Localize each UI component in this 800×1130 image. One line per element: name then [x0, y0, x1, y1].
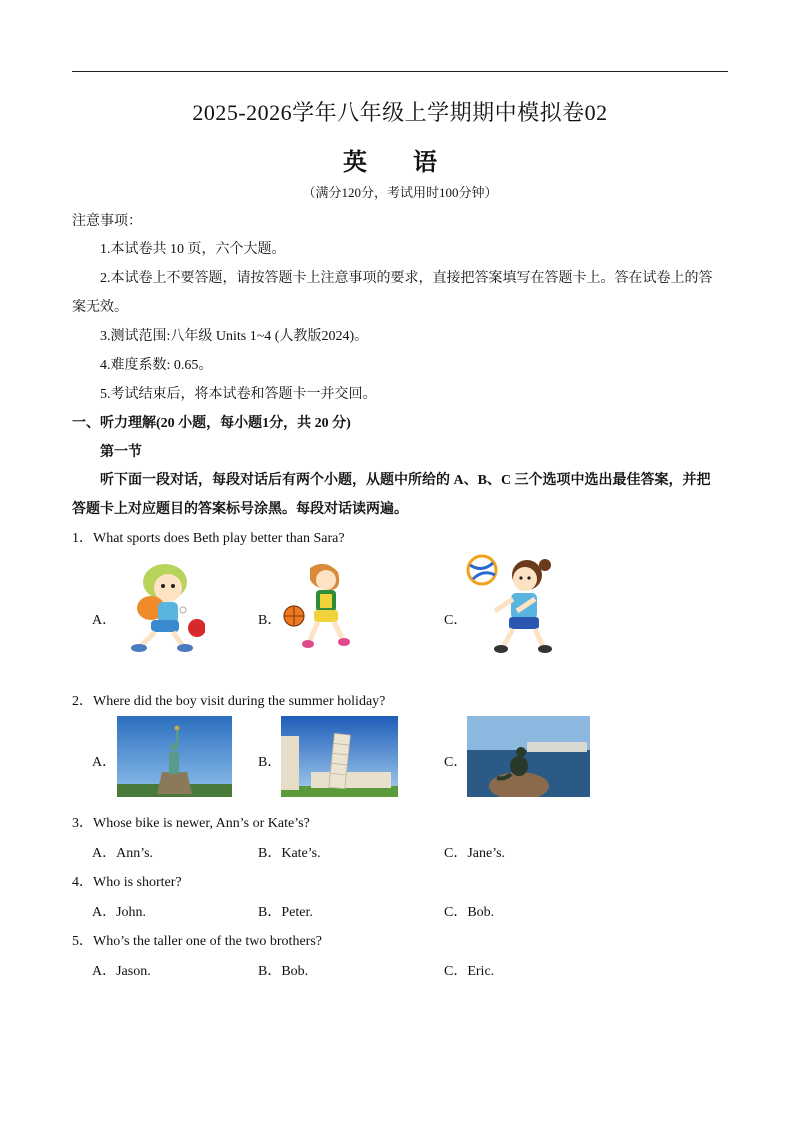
note-item: 案无效。: [72, 300, 128, 315]
question-text: 1．What sports does Beth play better than Sara?: [72, 531, 345, 546]
note-item: 1.本试卷共 10 页，六个大题。: [100, 242, 286, 257]
option-label[interactable]: A．: [92, 755, 117, 770]
section-heading: 一、听力理解(20 小题，每小题1分，共 20 分): [72, 416, 351, 431]
basketball-girl-image: [280, 560, 360, 654]
option-label[interactable]: B．: [258, 755, 282, 770]
part-heading: 第一节: [100, 445, 142, 460]
leaning-tower-of-pisa-image: [281, 716, 398, 797]
question-text: 3．Whose bike is newer, Ann’s or Kate’s?: [72, 816, 310, 831]
option-label[interactable]: A．Ann’s.: [92, 846, 154, 861]
page-title: 2025-2026学年八年级上学期期中模拟卷02: [192, 100, 608, 125]
instruction-line: 答题卡上对应题目的答案标号涂黑。每段对话读两遍。: [72, 502, 408, 517]
statue-of-liberty-image: [117, 716, 232, 797]
option-label[interactable]: C．Bob.: [444, 905, 495, 920]
option-label[interactable]: C．Jane’s.: [444, 846, 506, 861]
question-text: 4．Who is shorter?: [72, 875, 182, 890]
option-label[interactable]: C．Eric.: [444, 964, 495, 979]
option-label[interactable]: A．: [92, 613, 117, 628]
top-rule: [72, 71, 728, 72]
notes-heading: 注意事项：: [72, 214, 142, 229]
option-label[interactable]: A．Jason.: [92, 964, 151, 979]
option-label[interactable]: C．: [444, 755, 468, 770]
option-label[interactable]: B．Bob.: [258, 964, 309, 979]
option-label[interactable]: B．Peter.: [258, 905, 313, 920]
question-text: 5．Who’s the taller one of the two brothers?: [72, 934, 322, 949]
volleyball-girl-image: [465, 553, 555, 655]
note-item: 3.测试范围:八年级 Units 1~4 (人教版2024)。: [100, 329, 369, 344]
score-note: （满分120分，考试用时100分钟）: [302, 185, 498, 200]
option-label[interactable]: B．Kate’s.: [258, 846, 321, 861]
little-mermaid-statue-image: [467, 716, 590, 797]
option-label[interactable]: A．John.: [92, 905, 147, 920]
subject-title: 英 语: [343, 150, 457, 176]
note-item: 5.考试结束后，将本试卷和答题卡一并交回。: [100, 387, 377, 402]
question-text: 2．Where did the boy visit during the summer holiday?: [72, 694, 386, 709]
table-tennis-girl-image: [113, 560, 205, 656]
option-label[interactable]: C．: [444, 613, 468, 628]
note-item: 4.难度系数: 0.65。: [100, 358, 213, 373]
instruction-line: 听下面一段对话，每段对话后有两个小题，从题中所给的 A、B、C 三个选项中选出最佳答案，并把: [100, 473, 711, 488]
note-item: 2.本试卷上不要答题，请按答题卡上注意事项的要求，直接把答案填写在答题卡上。答在试卷上的答: [100, 271, 713, 286]
option-label[interactable]: B．: [258, 613, 282, 628]
